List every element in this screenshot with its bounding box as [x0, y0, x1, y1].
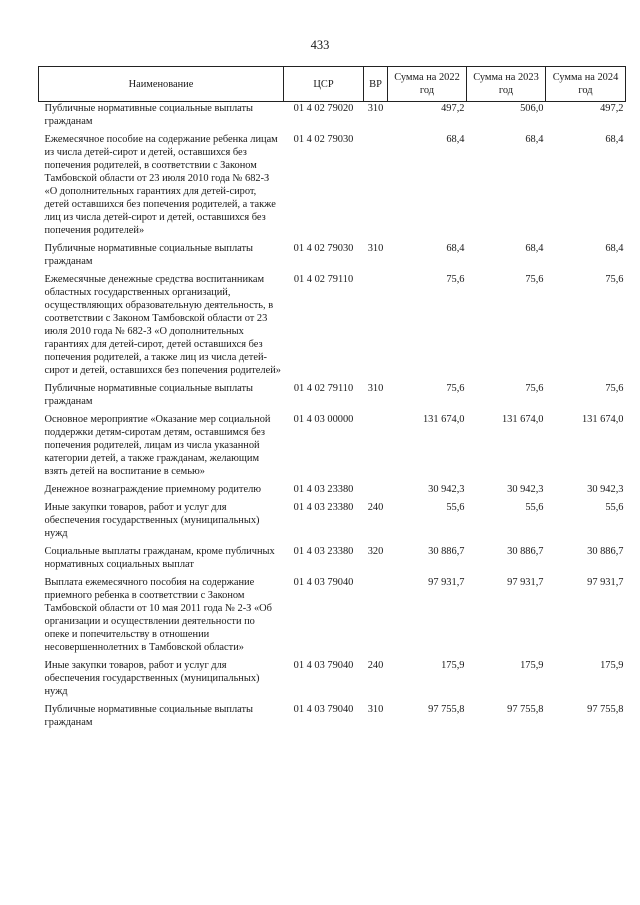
row-sum-2024: 68,4	[605, 134, 624, 145]
row-sum-2022: 68,4	[446, 134, 465, 145]
row-name: Основное мероприятие «Оказание мер социальной поддержки детям-сиротам детям, оставшимся без попечения родителей, лицам из числа указанной категории детей, а также гражданам, желающим взять детей на воспитание в семью»	[44, 414, 271, 477]
row-csr: 01 4 02 79030	[293, 134, 354, 145]
row-sum-2023: 97 755,8	[507, 704, 544, 715]
row-sum-2024: 55,6	[605, 502, 624, 513]
row-sum-2022: 97 931,7	[428, 577, 465, 588]
row-name: Публичные нормативные социальные выплаты гражданам	[44, 243, 254, 267]
row-sum-2023: 75,6	[525, 383, 544, 394]
row-sum-2023: 506,0	[520, 103, 544, 114]
row-vr	[364, 413, 388, 483]
row-sum-2022: 75,6	[446, 274, 465, 285]
row-name: Публичные нормативные социальные выплаты гражданам	[44, 103, 254, 127]
row-vr: 240	[367, 660, 384, 671]
header-name: Наименование	[39, 67, 284, 102]
table-row	[39, 273, 626, 382]
row-sum-2024: 131 674,0	[581, 414, 624, 425]
table-row	[39, 501, 626, 545]
row-sum-2022: 68,4	[446, 243, 465, 254]
page-number: 433	[310, 38, 330, 52]
row-sum-2023: 30 886,7	[507, 546, 544, 557]
row-sum-2023: 97 931,7	[507, 577, 544, 588]
row-sum-2024: 75,6	[605, 383, 624, 394]
row-sum-2023: 68,4	[525, 243, 544, 254]
row-sum-2022: 30 942,3	[428, 484, 465, 495]
row-sum-2022: 75,6	[446, 383, 465, 394]
row-name: Ежемесячные денежные средства воспитанникам областных государственных организаций, осуществляющих образовательную деятельность, в соответствии с Законом Тамбовской области от 23 июля 2010 года № 682-З «О дополнительных гарантиях для детей-сирот, детей оставшихся без попечения родителей, а также лиц из числа детей-сирот и детей, оставшихся без попечения родителей»	[44, 274, 281, 376]
table-row	[39, 483, 626, 501]
row-csr: 01 4 03 79040	[293, 704, 354, 715]
row-sum-2024: 68,4	[605, 243, 624, 254]
row-vr: 310	[367, 243, 384, 254]
table-row	[39, 133, 626, 242]
row-vr: 240	[367, 502, 384, 513]
row-sum-2023: 68,4	[525, 134, 544, 145]
header-2022: Сумма на 2022 год	[388, 67, 467, 102]
row-csr: 01 4 03 23380	[293, 546, 354, 557]
table-row	[39, 545, 626, 576]
row-sum-2022: 30 886,7	[428, 546, 465, 557]
row-csr: 01 4 03 79040	[293, 660, 354, 671]
budget-table	[38, 66, 626, 734]
row-sum-2023: 131 674,0	[501, 414, 544, 425]
header-2024: Сумма на 2024 год	[546, 67, 626, 102]
table-header-row	[39, 67, 626, 102]
table-row	[39, 576, 626, 659]
row-sum-2023: 55,6	[525, 502, 544, 513]
row-sum-2023: 175,9	[520, 660, 544, 671]
header-csr: ЦСР	[284, 67, 364, 102]
row-vr	[364, 483, 388, 501]
row-name: Иные закупки товаров, работ и услуг для обеспечения государственных (муниципальных) нужд	[44, 502, 260, 539]
row-name: Выплата ежемесячного пособия на содержание приемного ребенка в соответствии с Законом Тамбовской области от 10 мая 2011 года № 2-З «Об организации и осуществлении деятельности по опеке и попечительству в отношении несовершеннолетних в Тамбовской области»	[44, 577, 272, 653]
row-sum-2024: 497,2	[600, 103, 624, 114]
row-vr	[364, 576, 388, 659]
row-csr: 01 4 02 79020	[293, 103, 354, 114]
row-vr: 310	[367, 704, 384, 715]
row-sum-2024: 30 886,7	[587, 546, 624, 557]
table-row	[39, 413, 626, 483]
row-sum-2022: 55,6	[446, 502, 465, 513]
row-sum-2022: 175,9	[441, 660, 465, 671]
row-sum-2024: 175,9	[600, 660, 624, 671]
row-csr: 01 4 02 79110	[293, 274, 354, 285]
row-csr: 01 4 03 00000	[293, 414, 354, 425]
row-sum-2022: 97 755,8	[428, 704, 465, 715]
row-sum-2022: 131 674,0	[422, 414, 465, 425]
table-row	[39, 242, 626, 273]
row-sum-2024: 30 942,3	[587, 484, 624, 495]
row-name: Ежемесячное пособие на содержание ребенка лицам из числа детей-сирот и детей, оставшихся без попечения родителей, в соответствии с Законом Тамбовской области от 23 июля 2010 года № 682-З «О дополнительных гарантиях для детей-сирот, детей оставшихся без попечения родителей, а также лиц из числа детей-сирот и детей, оставшихся без попечения родителей»	[44, 134, 278, 236]
row-vr	[364, 133, 388, 242]
row-name: Денежное вознаграждение приемному родителю	[44, 484, 262, 495]
row-sum-2023: 30 942,3	[507, 484, 544, 495]
row-csr: 01 4 02 79110	[293, 383, 354, 394]
row-name: Иные закупки товаров, работ и услуг для обеспечения государственных (муниципальных) нужд	[44, 660, 260, 697]
row-name: Публичные нормативные социальные выплаты гражданам	[44, 704, 254, 728]
row-csr: 01 4 03 23380	[293, 502, 354, 513]
row-vr: 320	[367, 546, 384, 557]
row-name: Социальные выплаты гражданам, кроме публичных нормативных социальных выплат	[44, 546, 275, 570]
table-row	[39, 659, 626, 703]
row-csr: 01 4 03 79040	[293, 577, 354, 588]
row-sum-2023: 75,6	[525, 274, 544, 285]
row-sum-2024: 97 755,8	[587, 704, 624, 715]
row-name: Публичные нормативные социальные выплаты гражданам	[44, 383, 254, 407]
row-csr: 01 4 02 79030	[293, 243, 354, 254]
row-sum-2024: 75,6	[605, 274, 624, 285]
table-row	[39, 382, 626, 413]
row-csr: 01 4 03 23380	[293, 484, 354, 495]
row-vr	[364, 273, 388, 382]
header-vr: ВР	[364, 67, 388, 102]
row-sum-2022: 497,2	[441, 103, 465, 114]
row-vr: 310	[367, 103, 384, 114]
table-body	[39, 102, 626, 735]
table-row	[39, 703, 626, 734]
row-sum-2024: 97 931,7	[587, 577, 624, 588]
header-2023: Сумма на 2023 год	[467, 67, 546, 102]
table-row	[39, 102, 626, 134]
row-vr: 310	[367, 383, 384, 394]
